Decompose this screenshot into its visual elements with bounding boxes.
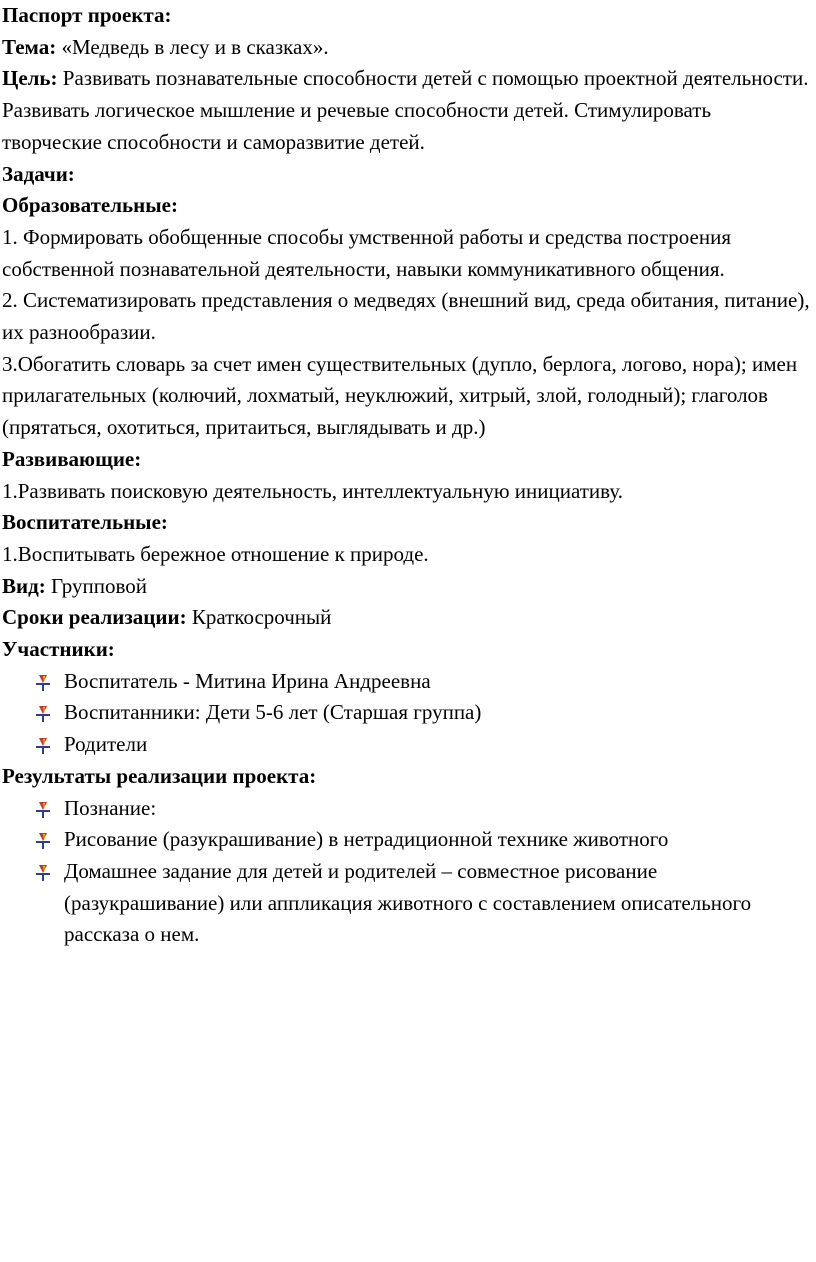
- list-item: [2, 697, 814, 729]
- goal-paragraph: [2, 63, 814, 158]
- pushpin-bullet-icon: [32, 830, 54, 850]
- terms-label: Сроки реализации:: [2, 605, 187, 630]
- participants-title: Участники:: [2, 637, 115, 662]
- result-2: Рисование (разукрашивание) в нетрадиционной технике животного: [64, 827, 669, 852]
- participants-list: [2, 666, 816, 761]
- pushpin-bullet-icon: [32, 735, 54, 755]
- developing-title: Развивающие:: [2, 446, 142, 471]
- educational-item-1: 1. Формировать обобщенные способы умственной работы и средства построения собственной познавательной деятельности, навыки коммуникативного общения.: [2, 224, 732, 281]
- type-value: Групповой: [45, 573, 148, 598]
- type-label: Вид:: [2, 573, 46, 598]
- theme-label: Тема:: [2, 34, 57, 59]
- educational-item-3: 3.Обогатить словарь за счет имен существительных (дупло, берлога, логово, нора); имен прилагательных (колючий, лохматый, неуклюжий, хитрый, злой, голодный); глаголов (прятаться, охотиться, притаиться, выглядывать и др.): [2, 351, 798, 440]
- educational-title: Образовательные:: [2, 193, 178, 218]
- developing-item-1: 1.Развивать поисковую деятельность, интеллектуальную инициативу.: [2, 478, 624, 503]
- list-item: [2, 666, 814, 698]
- list-item: [2, 729, 814, 761]
- pushpin-bullet-icon: [32, 799, 54, 819]
- upbringing-item-1: 1.Воспитывать бережное отношение к природе.: [2, 541, 429, 566]
- participant-3: Родители: [64, 732, 148, 757]
- participant-1: Воспитатель - Митина Ирина Андреевна: [64, 668, 431, 693]
- pushpin-bullet-icon: [32, 862, 54, 882]
- results-list: [2, 793, 816, 952]
- results-title: Результаты реализации проекта:: [2, 763, 317, 788]
- tasks-title: Задачи:: [2, 161, 75, 186]
- goal-value: Развивать познавательные способности детей с помощью проектной деятельности. Развивать логическое мышление и речевые способности детей. Стимулировать творческие способности и саморазвитие детей.: [2, 66, 809, 154]
- goal-label: Цель:: [2, 66, 58, 91]
- list-item: [2, 856, 814, 951]
- type-line: [2, 571, 816, 603]
- list-item: [2, 793, 814, 825]
- terms-value: Краткосрочный: [186, 605, 332, 630]
- result-1: Познание:: [64, 795, 157, 820]
- pushpin-bullet-icon: [32, 703, 54, 723]
- result-3: Домашнее задание для детей и родителей – совместное рисование (разукрашивание) или аппликация животного с составлением описательного рассказа о нем.: [64, 858, 752, 947]
- theme-value: «Медведь в лесу и в сказках».: [56, 34, 329, 59]
- passport-title: Паспорт проекта:: [2, 3, 172, 27]
- terms-line: [2, 602, 816, 634]
- participant-2: Воспитанники: Дети 5-6 лет (Старшая группа): [64, 700, 482, 725]
- pushpin-bullet-icon: [32, 672, 54, 692]
- list-item: [2, 824, 814, 856]
- educational-item-2: 2. Систематизировать представления о медведях (внешний вид, среда обитания, питание), их разнообразии.: [2, 288, 810, 345]
- upbringing-title: Воспитательные:: [2, 510, 168, 535]
- theme-line: [2, 32, 816, 64]
